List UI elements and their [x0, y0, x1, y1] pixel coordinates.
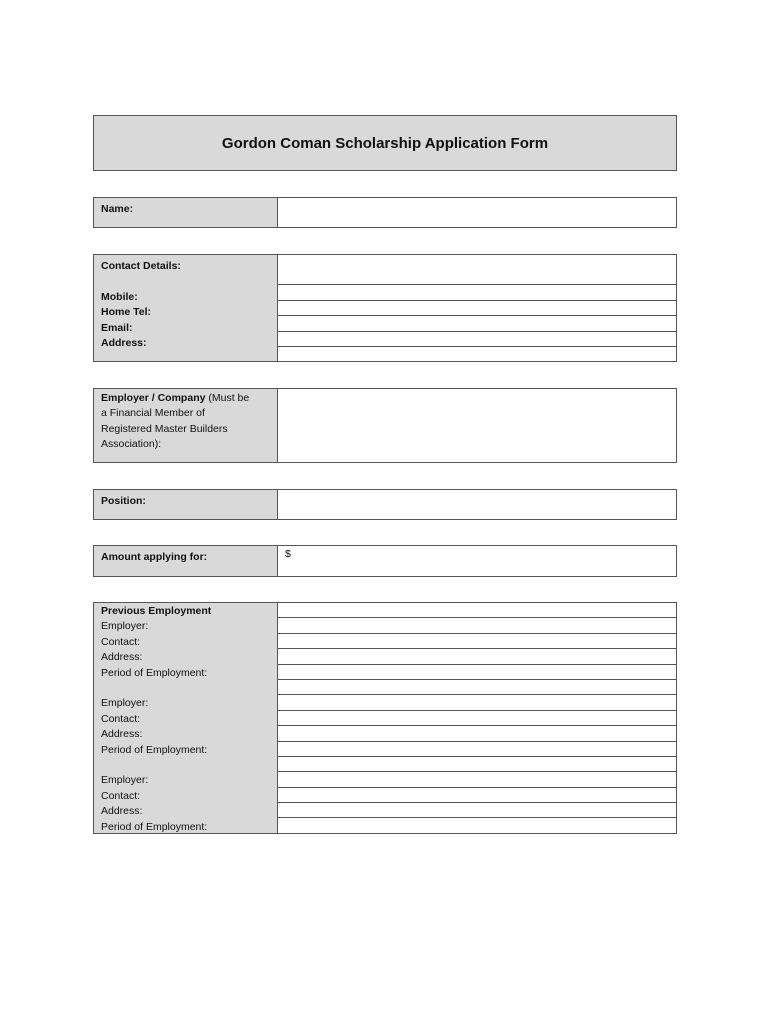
name-label: Name: — [94, 198, 278, 227]
address-label: Address: — [101, 337, 147, 350]
amount-label: Amount applying for: — [94, 546, 278, 576]
prev-employer-field-1[interactable] — [278, 618, 676, 633]
prev-contact-field-2[interactable] — [278, 711, 676, 726]
position-label: Position: — [94, 490, 278, 519]
employer-section — [93, 388, 677, 463]
prev-period-field-1[interactable] — [278, 665, 676, 680]
prev-employer-label-2: Employer: — [101, 697, 149, 710]
home-tel-label: Home Tel: — [101, 306, 151, 319]
employer-label-line-4: Association): — [101, 438, 162, 451]
amount-section — [93, 545, 677, 577]
email-label: Email: — [101, 321, 133, 334]
form-title: Gordon Coman Scholarship Application Form — [93, 115, 677, 171]
prev-address-field-2[interactable] — [278, 726, 676, 741]
prev-period-label-1: Period of Employment: — [101, 666, 208, 679]
name-field[interactable] — [278, 198, 676, 227]
prev-address-field-3[interactable] — [278, 803, 676, 818]
position-section — [93, 489, 677, 520]
prev-period-label-2: Period of Employment: — [101, 743, 208, 756]
prev-employer-field-2[interactable] — [278, 695, 676, 710]
prev-employer-label-3: Employer: — [101, 774, 149, 787]
prev-address-field-1[interactable] — [278, 649, 676, 664]
prev-gap-cell-1[interactable] — [278, 680, 676, 695]
previous-employment-section — [93, 602, 677, 834]
prev-employer-field-3[interactable] — [278, 772, 676, 787]
prev-gap-cell-2[interactable] — [278, 757, 676, 772]
name-section — [93, 197, 677, 228]
previous-employment-heading: Previous Employment — [101, 605, 212, 617]
mobile-label: Mobile: — [101, 290, 138, 303]
prev-contact-label-2: Contact: — [101, 712, 141, 725]
contact-section — [93, 254, 677, 362]
email-field[interactable] — [278, 316, 676, 332]
contact-heading: Contact Details: — [101, 260, 181, 272]
prev-address-label-3: Address: — [101, 805, 143, 818]
position-field[interactable] — [278, 490, 676, 519]
employer-label-line-3: Registered Master Builders — [101, 422, 228, 435]
prev-heading-cell[interactable] — [278, 603, 676, 618]
home-tel-field[interactable] — [278, 301, 676, 316]
prev-period-label-3: Period of Employment: — [101, 820, 208, 833]
prev-contact-field-3[interactable] — [278, 788, 676, 803]
employer-field[interactable] — [278, 389, 676, 462]
address-field[interactable] — [278, 332, 676, 347]
employer-label-line-2: a Financial Member of — [101, 407, 205, 420]
prev-period-field-3[interactable] — [278, 818, 676, 832]
prev-address-label-2: Address: — [101, 728, 143, 741]
employer-label-bold: Employer / Company — [101, 392, 206, 404]
prev-period-field-2[interactable] — [278, 742, 676, 757]
employer-label: Employer / Company (Must be a Financial Member of Registered Master Builders Association): — [94, 389, 278, 462]
prev-contact-label-3: Contact: — [101, 789, 141, 802]
contact-labels — [94, 255, 278, 361]
amount-field[interactable]: $ — [285, 548, 291, 560]
mobile-field[interactable] — [278, 285, 676, 301]
prev-address-label-1: Address: — [101, 651, 143, 664]
prev-contact-label-1: Contact: — [101, 635, 141, 648]
contact-field-blank[interactable] — [278, 255, 676, 285]
previous-employment-labels — [94, 603, 278, 833]
prev-employer-label-1: Employer: — [101, 620, 149, 633]
address-field-2[interactable] — [278, 347, 676, 361]
prev-contact-field-1[interactable] — [278, 634, 676, 649]
